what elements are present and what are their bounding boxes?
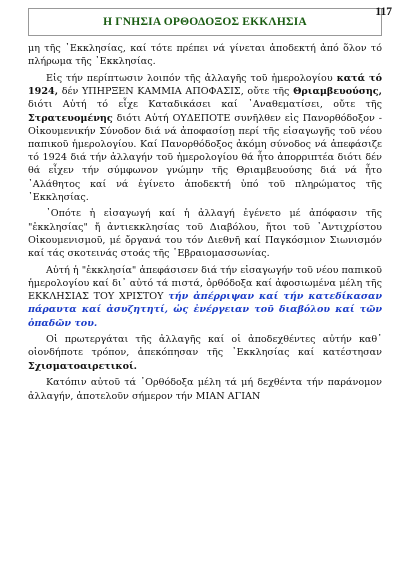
bold-text: Στρατευομένης [28, 112, 113, 124]
text-run: Αὐτή ἡ "ἐκκλησία" ἀπεφάσισεν διά τήν εἰσαγωγήν τοῦ νέου παπικοῦ ἡμερολογίου καί δι᾿ αὐτό τά πιστά, ὀρθόδοξα καί ἀφοσιωμένα μέλη τῆς ΕΚΚΛΗΣΙΑΣ ΤΟΥ ΧΡΙΣΤΟΥ [28, 264, 382, 303]
text-run: διότι Αὐτή ΟΥΔΕΠΟΤΕ συνῆλθεν εἰς Πανορθόδοξον - Οἰκουμενικήν Σύνοδον διά νά ἀποφασίσῃ περί τῆς εἰσαγωγῆς τοῦ νέου παπικοῦ ἡμερολογίου. Καί Πανορθόδοξος ἀκόμη σύνοδος νά ἀπεφάσιζε τό 1924 διά τήν ἀλλαγήν τοῦ ἡμερολογίου θά ἦτο ἀπορριπτέα διότι δέν θά εἶχεν τήν σύμφωνον γνώμην τῆς Θριαμβευούσης διά νά ἦτο ᾿Αλάθητος καί νά ἐγίνετο ἀποδεκτή ὑπό τοῦ πληρώματος τῆς ᾿Εκκλησίας. [28, 112, 382, 203]
paragraph-2 [28, 72, 382, 204]
paragraph-4 [28, 264, 382, 330]
text-run: Κατόπιν αὐτοῦ τά ᾿Ορθόδοξα μέλη τά μή δεχθέντα τήν παράνομον ἀλλαγήν, ἀποτελοῦν σήμερον τήν ΜΙΑΝ ΑΓΙΑΝ [28, 377, 382, 402]
body-text [28, 42, 382, 403]
running-header [28, 8, 382, 36]
text-run: διότι Αὐτή τό εἶχε Καταδικάσει καί ᾿Αναθεματίσει, οὔτε τῆς [28, 99, 382, 111]
highlighted-text: τήν ἀπέρριψαν καί τήν κατεδίκασαν πάραυτα καί ἀσυζητητί, ὡς ἐνέργειαν τοῦ διαβόλου καί τῶν ὀπαδῶν του. [28, 291, 382, 329]
paragraph-6 [28, 376, 382, 402]
bold-text: Σχισματοαιρετικοί. [28, 360, 137, 372]
text-run: Εἰς τήν περίπτωσιν λοιπόν τῆς ἀλλαγῆς τοῦ ἡμερολογίου [46, 72, 337, 84]
paragraph-3 [28, 207, 382, 260]
paragraph-5 [28, 333, 382, 373]
text-run: ᾿Οπότε ἡ εἰσαγωγή καί ἡ ἀλλαγή ἐγένετο μέ ἀπόφασιν τῆς "ἐκκλησίας" ἤ ἀντιεκκλησίας τοῦ Διαβόλου, ἤτοι τοῦ ᾿Αντιχρίστου Οἰκουμενισμοῦ, μέ ὄργανά του τόν Διεθνῆ καί Παγκόσμιον Σιωνισμόν καί τάς σκοτεινάς στοάς τῆς ῾Εβραιομασσωνίας. [28, 208, 382, 260]
header-title: Η ΓΝΗΣΙΑ ΟΡΘΟΔΟΞΟΣ ΕΚΚΛΗΣΙΑ [103, 16, 307, 28]
bold-text: κατά τό 1924, [28, 72, 383, 98]
paragraph-1 [28, 42, 382, 68]
bold-text: Θριαμβευούσης, [293, 86, 382, 98]
page-number: 117 [375, 6, 392, 18]
text-run: μη τῆς ᾿Εκκλησίας, καί τότε πρέπει νά γίνεται ἀποδεκτή ἀπό ὅλον τό πλήρωμα τῆς ᾿Εκκλησίας. [28, 43, 382, 68]
text-run: δέν ΥΠΗΡΞΕΝ ΚΑΜΜΙΑ ΑΠΟΦΑΣΙΣ, οὔτε τῆς [58, 86, 294, 98]
text-run: Οἱ πρωτεργάται τῆς ἀλλαγῆς καί οἱ ἀποδεχθέντες αὐτήν καθ᾿ οἱονδήποτε τρόπον, ἀπεκόπησαν τῆς ᾿Εκκλησίας καί κατέστησαν [28, 334, 382, 359]
